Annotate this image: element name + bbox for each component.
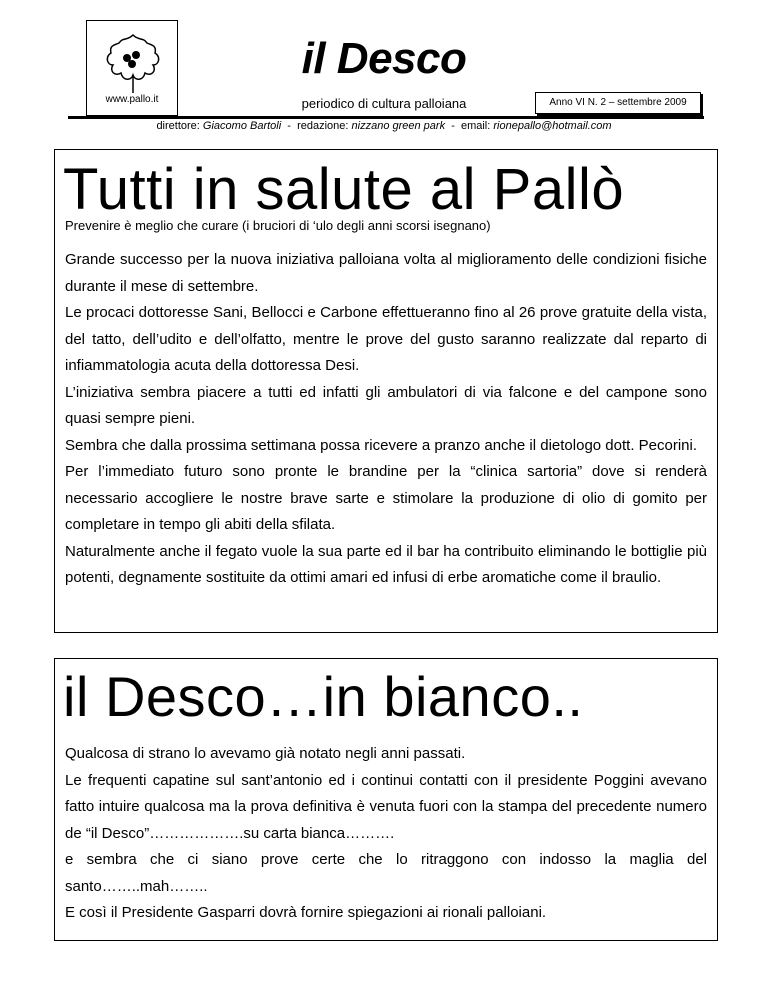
paragraph: Le frequenti capatine sul sant’antonio ed i continui contatti con il presidente Poggini avevano fatto intuire qualcosa ma la prova definitiva è venuta fuori con la stampa del precedente numero de “il Desco”……………….su carta bianca……….	[65, 771, 707, 842]
article-headline: Tutti in salute al Pallò	[63, 157, 625, 222]
paragraph: Qualcosa di strano lo avevamo già notato negli anni passati.	[65, 745, 466, 762]
article-headline: il Desco…in bianco..	[63, 665, 584, 728]
paragraph: Naturalmente anche il fegato vuole la sua parte ed il bar ha contribuito eliminando le bottiglie più potenti, degnamente sostituite da ottimi amari ed infusi di erbe aromatiche come il braulio.	[65, 542, 707, 586]
article-kicker: Prevenire è meglio che curare (i bruciori di ‘ulo degli anni scorsi isegnano)	[65, 218, 491, 233]
paragraph: E così il Presidente Gasparri dovrà fornire spiegazioni ai rionali palloiani.	[65, 904, 547, 921]
paragraph: e sembra che ci siano prove certe che lo ritraggono con indosso la maglia del santo……..mah……..	[65, 851, 707, 895]
paragraph: Le procaci dottoresse Sani, Bellocci e Carbone effettueranno fino al 26 prove gratuite della vista, del tatto, dell’udito e dell’olfatto, mentre le prove del gusto saranno realizzate dal reparto di infiammatologia acuta della dottoressa Desi.	[65, 304, 707, 374]
website-link[interactable]: www.pallo.it	[105, 94, 159, 105]
editorial-name: nizzano green park	[351, 120, 446, 132]
article-body	[65, 741, 707, 927]
paragraph: L’iniziativa sembra piacere a tutti ed infatti gli ambulatori di via falcone e del campone sono quasi sempre pieni.	[65, 383, 707, 427]
masthead-subtitle: periodico di cultura palloiana	[301, 96, 467, 111]
article-salute	[54, 149, 718, 633]
director-name: Giacomo Bartoli	[202, 120, 282, 132]
paragraph: Grande successo per la nuova iniziativa palloiana volta al miglioramento delle condizioni fisiche durante il mese di settembre.	[65, 251, 707, 295]
paragraph: Sembra che dalla prossima settimana possa ricevere a pranzo anche il dietologo dott. Pecorini.	[65, 436, 698, 454]
staff-line: direttore: Giacomo Bartoli - redazione: nizzano green park - email: rionepallo@hotmail.com	[156, 120, 612, 132]
editorial-label: redazione:	[297, 120, 349, 132]
email-link[interactable]: rionepallo@hotmail.com	[493, 120, 612, 132]
paragraph: Per l’immediato futuro sono pronte le brandine per la “clinica sartoria” dove si renderà necessario accogliere le nostre brave sarte e stimolare la produzione di olio di gomito per completare in tempo gli abiti della sfilata.	[65, 463, 707, 533]
director-label: direttore:	[156, 120, 200, 132]
article-body	[65, 247, 707, 592]
masthead-title: il Desco	[301, 34, 467, 83]
article-desco-bianco	[54, 658, 718, 941]
email-label: email:	[460, 120, 491, 132]
issue-badge: Anno VI N. 2 – settembre 2009	[535, 92, 701, 114]
masthead-divider	[68, 116, 704, 119]
